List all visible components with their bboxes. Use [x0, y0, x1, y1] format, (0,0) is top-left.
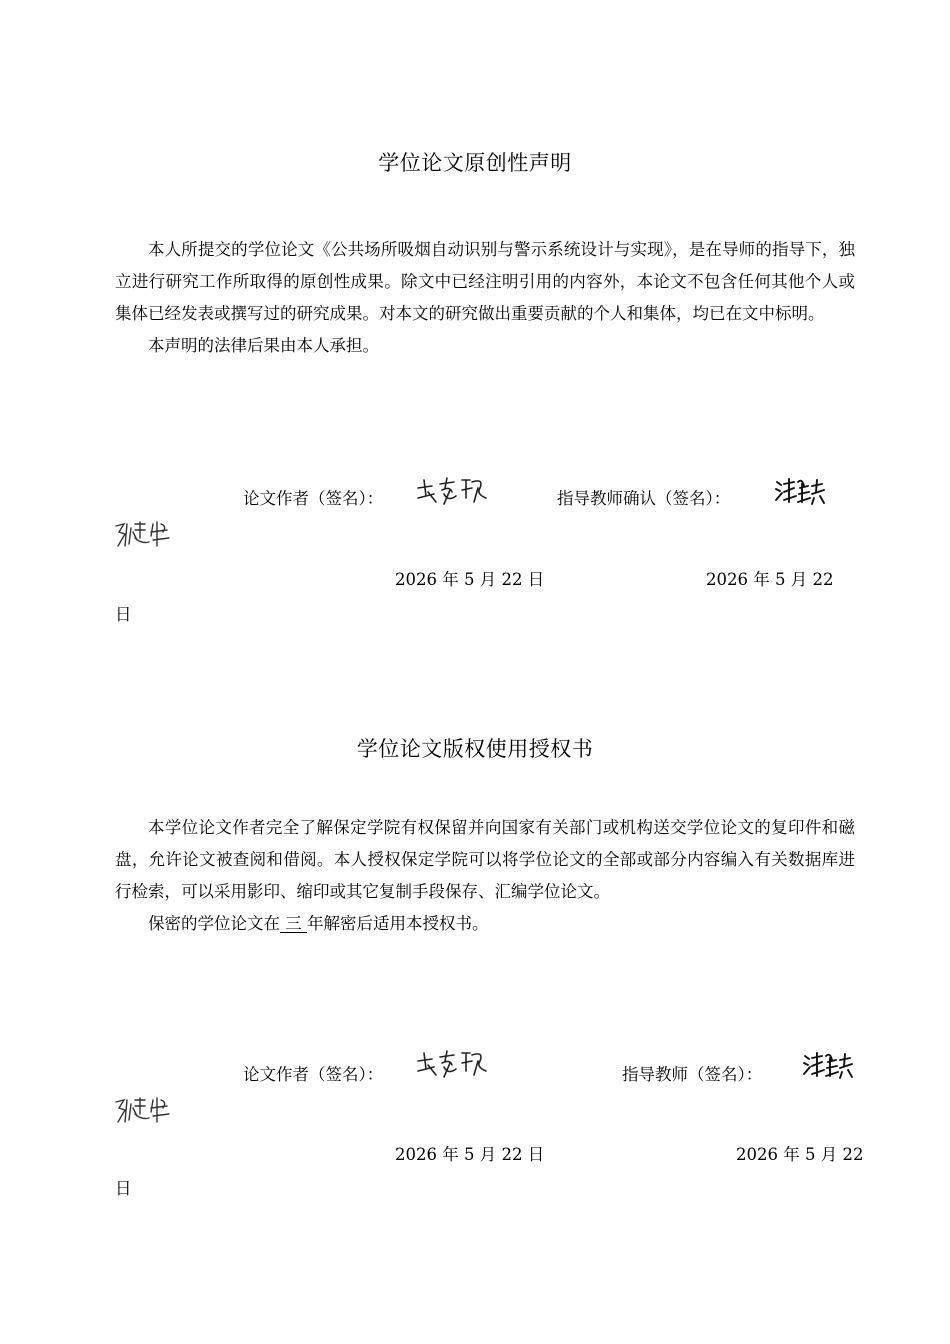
author-signature-label: 论文作者（签名）： — [243, 489, 384, 508]
advisor-date-day: 日 — [115, 605, 132, 624]
confidential-suffix: 年解密后适用本授权书。 — [307, 914, 489, 933]
declaration-body — [115, 234, 855, 362]
advisor-signature — [774, 476, 826, 506]
authorization-paragraph-1: 本学位论文作者完全了解保定学院有权保留并向国家有关部门或机构送交学位论文的复印件和磁盘，允许论文被查阅和借阅。本人授权保定学院可以将学位论文的全部或部分内容编入有关数据库进行检索，可以采用影印、缩印或其它复制手段保存、汇编学位论文。 — [115, 818, 855, 901]
author-signature — [414, 474, 492, 508]
confidential-prefix: 保密的学位论文在 — [148, 914, 280, 933]
declaration-title: 学位论文原创性声明 — [378, 151, 572, 175]
authorization-body — [115, 812, 855, 940]
declaration-paragraph-2: 本声明的法律后果由本人承担。 — [148, 336, 379, 355]
advisor-signature-3 — [802, 1050, 854, 1080]
author-date: 2026 年 5 月 22 日 — [395, 570, 545, 589]
advisor-signature-label-2: 指导教师（签名）： — [622, 1065, 763, 1084]
advisor-date-day-2: 日 — [115, 1179, 132, 1198]
advisor-confirm-label: 指导教师确认（签名）： — [557, 489, 731, 508]
advisor-date-2: 2026 年 5 月 22 — [736, 1145, 864, 1164]
advisor-signature-2 — [113, 518, 171, 550]
advisor-date: 2026 年 5 月 22 — [706, 570, 834, 589]
authorization-paragraph-2 — [115, 908, 855, 940]
confidential-years: 三 — [280, 914, 307, 933]
declaration-paragraph-1: 本人所提交的学位论文《公共场所吸烟自动识别与警示系统设计与实现》，是在导师的指导下，独立进行研究工作所取得的原创性成果。除文中已经注明引用的内容外，本论文不包含任何其他个人或集体已经发表或撰写过的研究成果。对本文的研究做出重要贡献的个人和集体，均已在文中标明。 — [115, 240, 855, 323]
author-signature-2 — [414, 1047, 492, 1081]
authorization-title: 学位论文版权使用授权书 — [356, 737, 594, 761]
advisor-signature-4 — [113, 1094, 171, 1126]
author-date-2: 2026 年 5 月 22 日 — [395, 1145, 545, 1164]
author-signature-label-2: 论文作者（签名）： — [243, 1065, 384, 1084]
